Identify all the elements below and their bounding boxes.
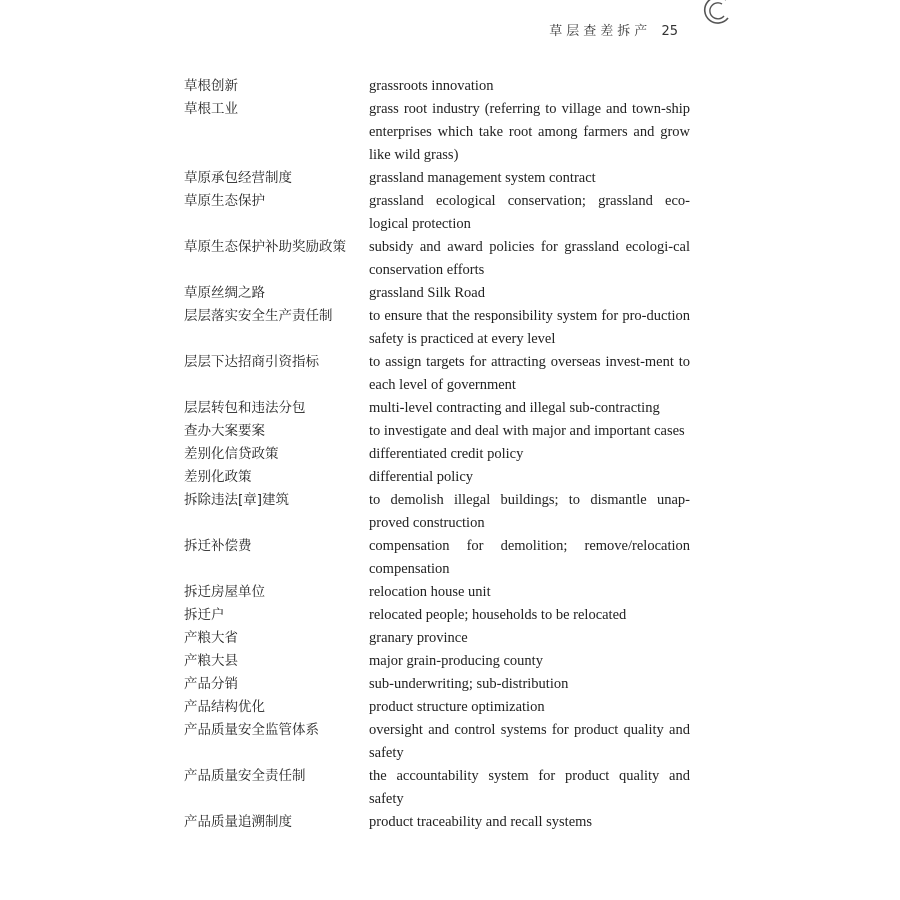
chinese-term: 差别化信贷政策: [184, 446, 279, 462]
glossary-entry: [184, 236, 690, 282]
glossary-entry: [184, 673, 690, 696]
glossary-entry: [184, 535, 690, 581]
glossary-list: [184, 75, 690, 834]
english-translation: grassland management system contract: [369, 170, 596, 186]
chinese-term: 拆迁房屋单位: [184, 584, 265, 600]
english-translation: product traceability and recall systems: [369, 814, 593, 830]
glossary-entry: [184, 765, 690, 811]
section-title: 草层查差拆产: [549, 24, 652, 39]
chinese-term: 产品质量追溯制度: [184, 814, 292, 830]
english-translation: product structure optimization: [369, 699, 545, 715]
chinese-term: 拆除违法[章]建筑: [184, 492, 290, 508]
glossary-entry: [184, 811, 690, 834]
page-number: 25: [661, 24, 678, 39]
english-translation: compensation for demolition; remove/relocation compensation: [369, 538, 690, 577]
chinese-term: 草根工业: [184, 101, 238, 117]
chinese-term: 产品结构优化: [184, 699, 265, 715]
chinese-term: 草原丝绸之路: [184, 285, 265, 301]
chinese-term: 产品质量安全监管体系: [184, 722, 319, 738]
chinese-term: 产品质量安全责任制: [184, 768, 306, 784]
glossary-entry: [184, 420, 690, 443]
english-translation: granary province: [369, 630, 468, 646]
english-translation: differential policy: [369, 469, 474, 485]
glossary-entry: [184, 489, 690, 535]
english-translation: grass root industry (referring to village and town-ship enterprises which take root among farmers and grow like wild grass): [369, 101, 690, 163]
chinese-term: 层层转包和违法分包: [184, 400, 306, 416]
english-translation: subsidy and award policies for grassland ecologi-cal conservation efforts: [369, 239, 690, 278]
chinese-term: 产粮大省: [184, 630, 238, 646]
chinese-term: 产粮大县: [184, 653, 238, 669]
chinese-term: 草原生态保护补助奖励政策: [184, 239, 346, 255]
glossary-entry: [184, 696, 690, 719]
glossary-entry: [184, 581, 690, 604]
chinese-term: 产品分销: [184, 676, 238, 692]
glossary-entry: [184, 627, 690, 650]
chinese-term: 层层落实安全生产责任制: [184, 308, 333, 324]
english-translation: grassland Silk Road: [369, 285, 485, 301]
chinese-term: 查办大案要案: [184, 423, 265, 439]
english-translation: major grain-producing county: [369, 653, 543, 669]
english-translation: the accountability system for product quality and safety: [369, 768, 690, 807]
chinese-term: 拆迁户: [184, 607, 225, 623]
english-translation: oversight and control systems for product quality and safety: [369, 722, 690, 761]
english-translation: to demolish illegal buildings; to dismantle unap-proved construction: [369, 492, 690, 531]
corner-swirl-icon: [700, 0, 734, 28]
glossary-entry: [184, 351, 690, 397]
glossary-entry: [184, 650, 690, 673]
english-translation: relocated people; households to be relocated: [369, 607, 627, 623]
english-translation: to ensure that the responsibility system for pro-duction safety is practiced at every level: [369, 308, 690, 347]
glossary-entry: [184, 282, 690, 305]
english-translation: to assign targets for attracting overseas invest-ment to each level of government: [369, 354, 690, 393]
chinese-term: 层层下达招商引资指标: [184, 354, 319, 370]
glossary-entry: [184, 604, 690, 627]
english-translation: to investigate and deal with major and important cases: [369, 423, 685, 439]
english-translation: differentiated credit policy: [369, 446, 524, 462]
english-translation: grassroots innovation: [369, 78, 494, 94]
glossary-entry: [184, 305, 690, 351]
chinese-term: 拆迁补偿费: [184, 538, 252, 554]
english-translation: multi-level contracting and illegal sub-contracting: [369, 400, 660, 416]
glossary-entry: [184, 443, 690, 466]
chinese-term: 草原承包经营制度: [184, 170, 292, 186]
glossary-entry: [184, 466, 690, 489]
english-translation: grassland ecological conservation; grassland eco-logical protection: [369, 193, 690, 232]
glossary-entry: [184, 397, 690, 420]
glossary-entry: [184, 190, 690, 236]
glossary-entry: [184, 98, 690, 167]
chinese-term: 草根创新: [184, 78, 238, 94]
chinese-term: 草原生态保护: [184, 193, 265, 209]
chinese-term: 差别化政策: [184, 469, 252, 485]
glossary-entry: [184, 75, 690, 98]
english-translation: relocation house unit: [369, 584, 491, 600]
running-head: [549, 20, 678, 39]
english-translation: sub-underwriting; sub-distribution: [369, 676, 569, 692]
glossary-entry: [184, 719, 690, 765]
glossary-entry: [184, 167, 690, 190]
